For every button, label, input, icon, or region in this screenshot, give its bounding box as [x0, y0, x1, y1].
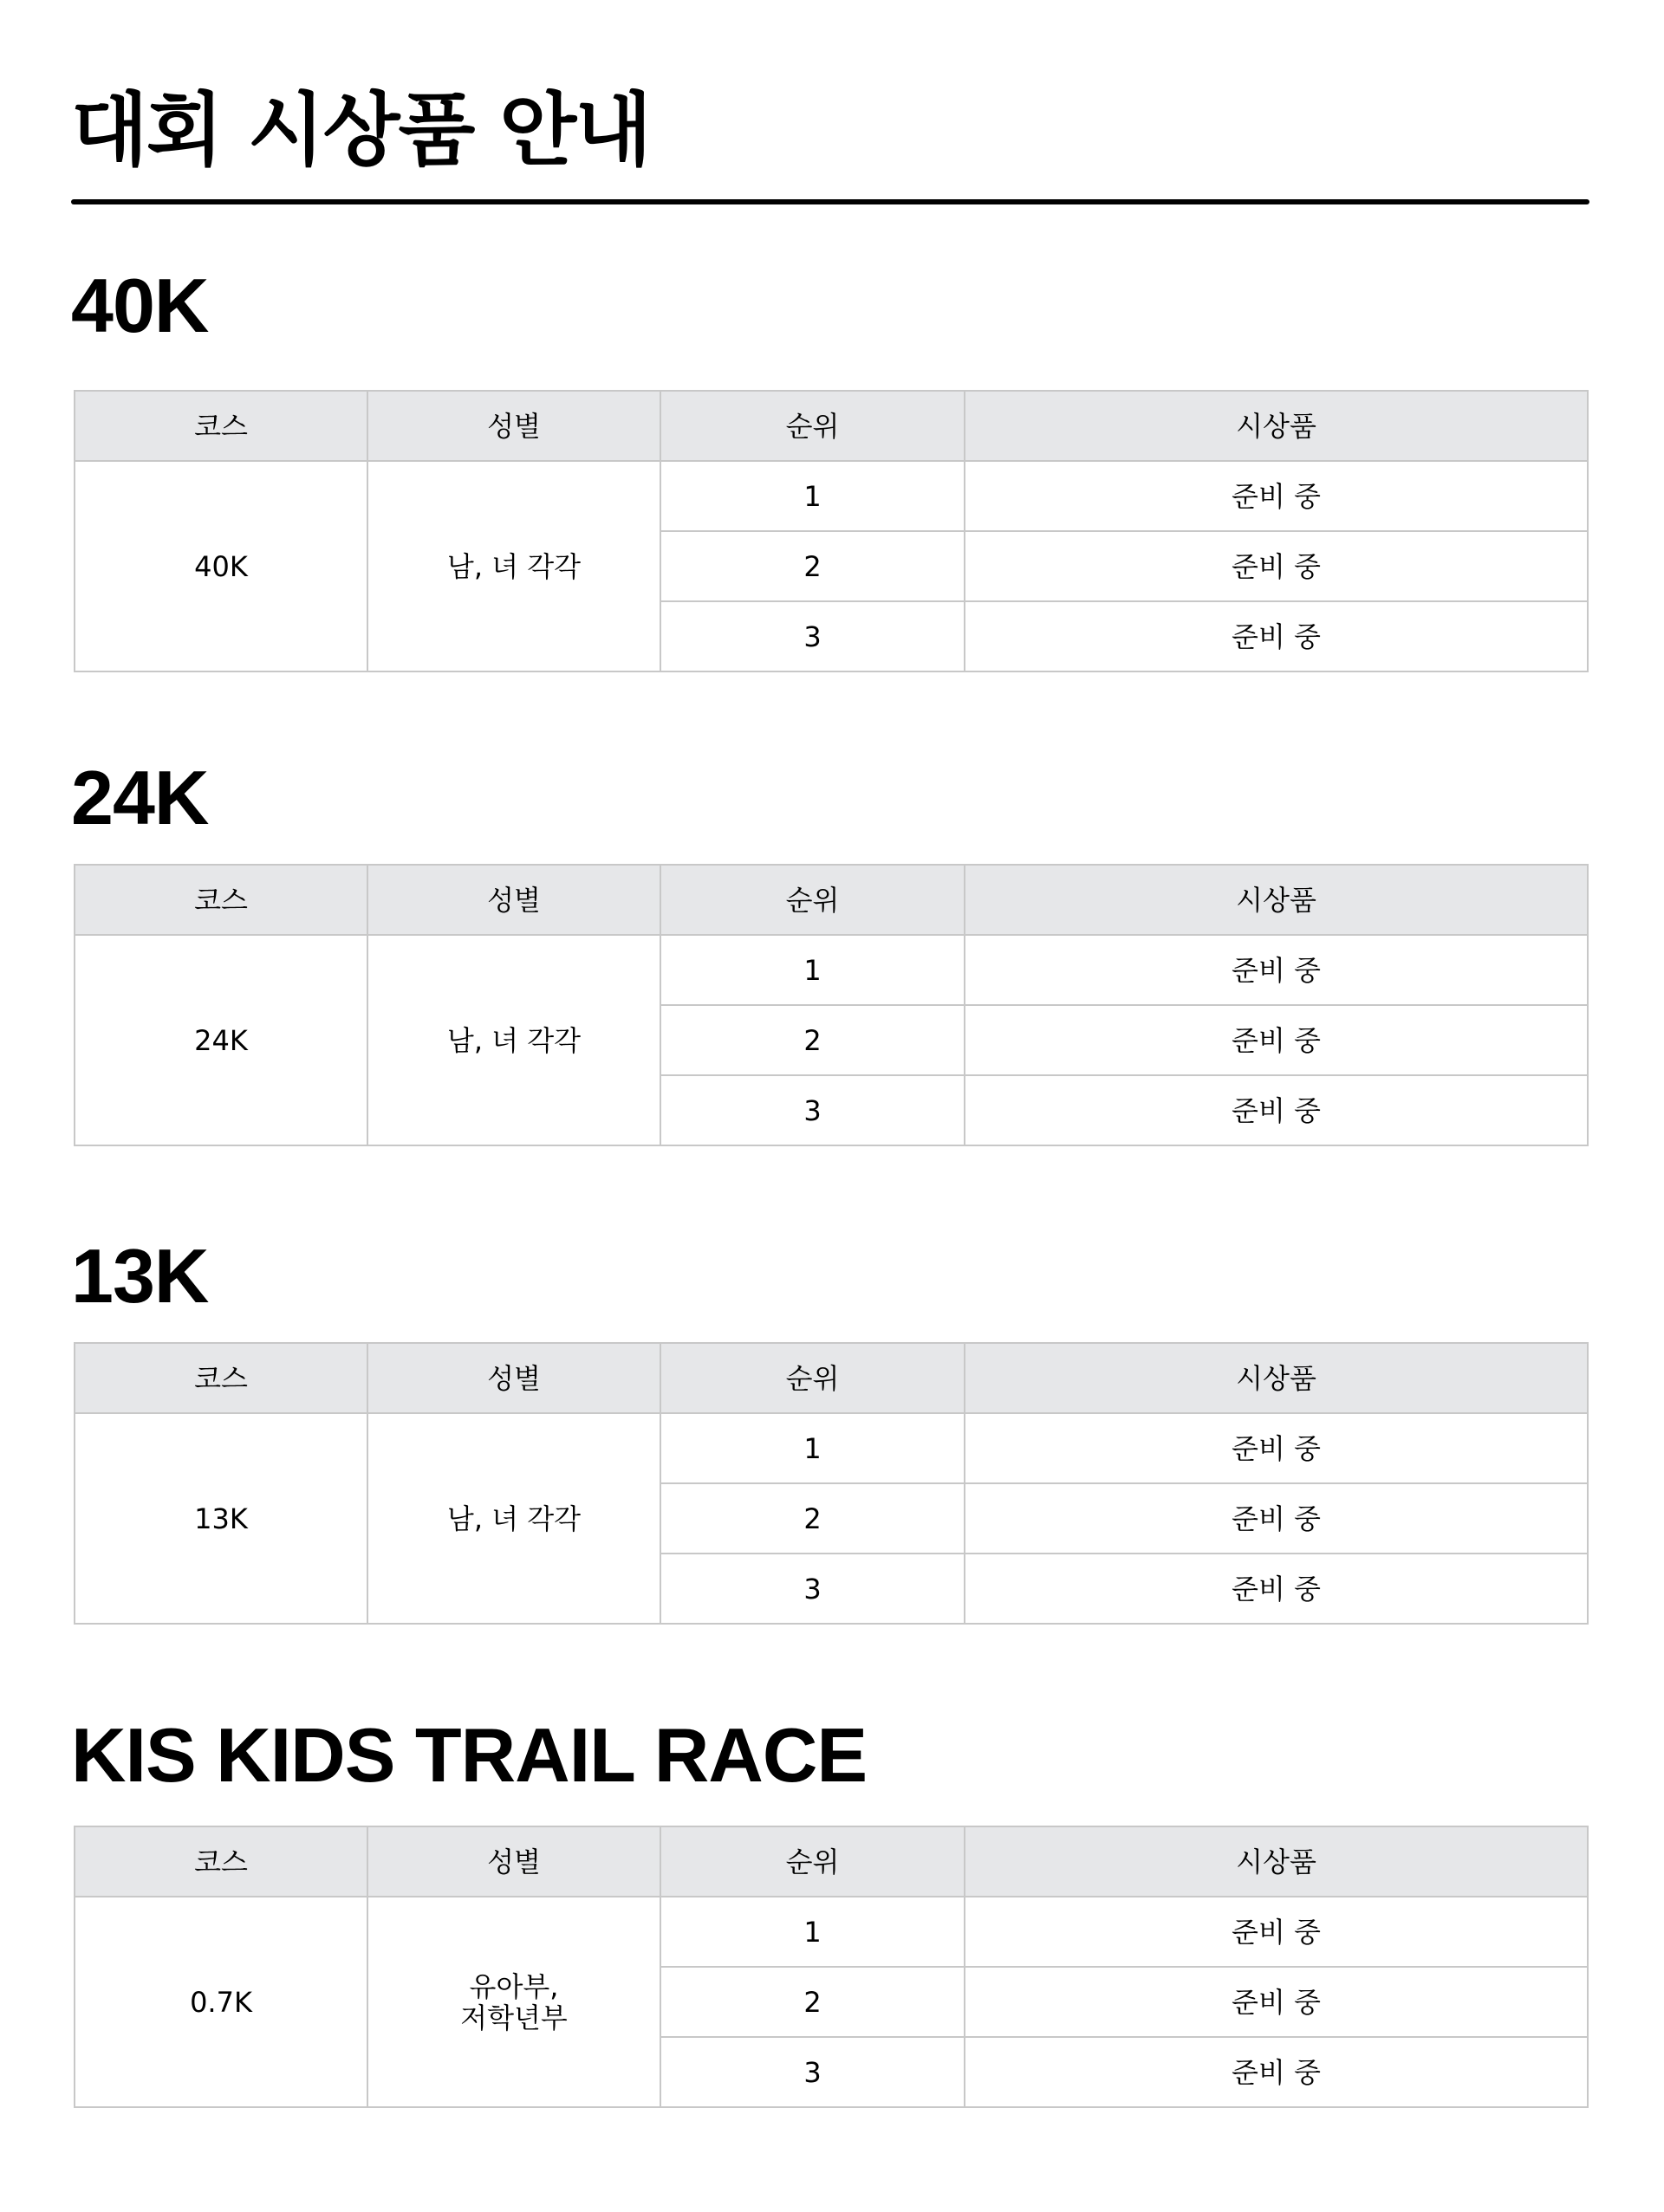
table-header-row: [75, 1826, 1588, 1897]
table-header-row: [75, 391, 1588, 461]
rank-cell: 1: [660, 461, 965, 531]
prize-cell: 준비 중: [965, 1075, 1588, 1145]
rank-cell: 3: [660, 1075, 965, 1145]
rank-cell: 3: [660, 601, 965, 671]
column-header-course: 코스: [75, 1343, 367, 1413]
column-header-gender: 성별: [367, 1343, 660, 1413]
column-header-prize: 시상품: [965, 391, 1588, 461]
section-heading-13k: 13K: [71, 1233, 209, 1319]
title-divider: [71, 199, 1589, 204]
prize-cell: 준비 중: [965, 461, 1588, 531]
column-header-course: 코스: [75, 391, 367, 461]
table-header-row: [75, 1343, 1588, 1413]
course-cell: 0.7K: [75, 1897, 367, 2107]
course-cell: 24K: [75, 935, 367, 1145]
column-header-course: 코스: [75, 865, 367, 935]
column-header-gender: 성별: [367, 865, 660, 935]
column-header-course: 코스: [75, 1826, 367, 1897]
rank-cell: 1: [660, 935, 965, 1005]
gender-cell: [367, 1897, 660, 2107]
gender-cell: [367, 935, 660, 1145]
prize-cell: 준비 중: [965, 1483, 1588, 1554]
rank-cell: 2: [660, 1005, 965, 1075]
page-title: 대회 시상품 안내: [71, 84, 651, 177]
column-header-prize: 시상품: [965, 865, 1588, 935]
prize-table-13k: [74, 1342, 1589, 1625]
gender-label: 남, 녀 각각: [446, 1502, 582, 1535]
column-header-rank: 순위: [660, 865, 965, 935]
rank-cell: 2: [660, 531, 965, 601]
gender-cell: [367, 1413, 660, 1624]
gender-label: 남, 녀 각각: [446, 549, 582, 583]
column-header-rank: 순위: [660, 1343, 965, 1413]
prize-cell: 준비 중: [965, 1897, 1588, 1967]
course-cell: 40K: [75, 461, 367, 671]
prize-cell: 준비 중: [965, 1554, 1588, 1624]
rank-cell: 1: [660, 1897, 965, 1967]
prize-cell: 준비 중: [965, 1413, 1588, 1483]
table-header-row: [75, 865, 1588, 935]
column-header-rank: 순위: [660, 391, 965, 461]
prize-cell: 준비 중: [965, 2037, 1588, 2107]
rank-cell: 1: [660, 1413, 965, 1483]
column-header-gender: 성별: [367, 1826, 660, 1897]
section-heading-40k: 40K: [71, 263, 209, 348]
prize-table-24k: [74, 864, 1589, 1146]
column-header-prize: 시상품: [965, 1343, 1588, 1413]
gender-label-line-1: 유아부,: [469, 1969, 559, 2003]
prize-cell: 준비 중: [965, 601, 1588, 671]
gender-label-line-2: 저학년부: [460, 2001, 568, 2034]
column-header-prize: 시상품: [965, 1826, 1588, 1897]
section-heading-24k: 24K: [71, 755, 209, 840]
table-row: [75, 461, 1588, 531]
rank-cell: 3: [660, 1554, 965, 1624]
gender-label: 남, 녀 각각: [446, 1023, 582, 1057]
course-cell: 13K: [75, 1413, 367, 1624]
table-row: [75, 1897, 1588, 1967]
prize-table-40k: [74, 390, 1589, 672]
gender-cell: [367, 461, 660, 671]
rank-cell: 2: [660, 1483, 965, 1554]
rank-cell: 3: [660, 2037, 965, 2107]
column-header-rank: 순위: [660, 1826, 965, 1897]
section-heading-kids-trail-race: KIS KIDS TRAIL RACE: [71, 1712, 868, 1798]
prize-cell: 준비 중: [965, 1005, 1588, 1075]
prize-cell: 준비 중: [965, 935, 1588, 1005]
column-header-gender: 성별: [367, 391, 660, 461]
rank-cell: 2: [660, 1967, 965, 2037]
prize-cell: 준비 중: [965, 1967, 1588, 2037]
table-row: [75, 935, 1588, 1005]
prize-table-kids: [74, 1826, 1589, 2108]
table-row: [75, 1413, 1588, 1483]
prize-cell: 준비 중: [965, 531, 1588, 601]
